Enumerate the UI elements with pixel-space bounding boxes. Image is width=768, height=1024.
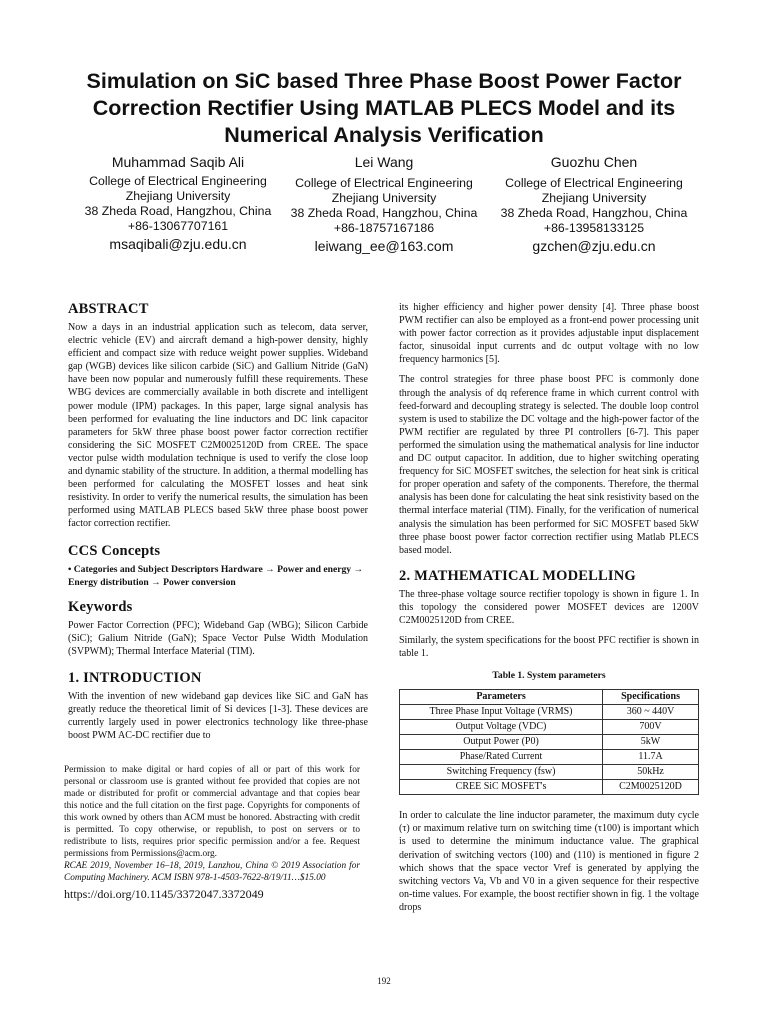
table-caption: Table 1. System parameters: [492, 670, 606, 682]
table-row: [400, 705, 699, 720]
table-row: [400, 750, 699, 765]
author-email[interactable]: gzchen@zju.edu.cn: [532, 238, 656, 254]
author-block-1: [68, 154, 288, 253]
conference-info: RCAE 2019, November 16–18, 2019, Lanzhou, China © 2019 Association for Computing Machinery. ACM ISBN 978-1-4503-7622-8/19/11…$15.00: [64, 861, 360, 883]
table-cell: C2M0025120D: [603, 780, 699, 795]
right-column: [399, 301, 699, 914]
author-univ: Zhejiang University: [331, 191, 437, 205]
page-number: 192: [377, 976, 391, 986]
table-row: [400, 735, 699, 750]
table-cell: Output Voltage (VDC): [400, 720, 603, 735]
author-address: 38 Zheda Road, Hangzhou, China: [500, 206, 688, 220]
table-row: [400, 720, 699, 735]
paragraph: its higher efficiency and higher power density [4]. Three phase boost PWM rectifier can also be employed as a front-end power processing unit with power factor correction as it provides adjustable input displacement factor, sinusoidal input currents and dc output voltage with no low frequency harmonics [5].: [399, 302, 699, 366]
table-cell: 11.7A: [603, 750, 699, 765]
author-block-2: [284, 154, 484, 255]
section-heading: 2. MATHEMATICAL MODELLING: [399, 567, 636, 584]
left-column: [68, 301, 368, 742]
permission-text: Permission to make digital or hard copies of all or part of this work for personal or classroom use is granted without fee provided that copies are not made or distributed for profit or commercial advantage and that copies bear this notice and the full citation on the first page. Copyrights for components of this work owned by others than ACM must be honored. Abstracting with credit is permitted. To copy otherwise, or republish, to post on servers or to redistribute to lists, requires prior specific permission and/or a fee. Request permissions from Permissions@acm.org.: [64, 765, 360, 859]
author-dept: College of Electrical Engineering: [89, 174, 267, 188]
author-name: Guozhu Chen: [550, 154, 638, 170]
author-email[interactable]: leiwang_ee@163.com: [314, 238, 454, 254]
author-dept: College of Electrical Engineering: [505, 176, 683, 190]
intro-text: With the invention of new wideband gap devices like SiC and GaN has greatly reduce the theoretical limit of Si devices [1-3]. These devices are currently largely used in power electronics technology like three-phase boost PWM AC-DC rectifier due to: [68, 690, 368, 742]
author-name: Lei Wang: [354, 154, 414, 170]
table-cell: 700V: [603, 720, 699, 735]
table-header-row: [400, 690, 699, 705]
author-univ: Zhejiang University: [541, 191, 647, 205]
paragraph: The three-phase voltage source rectifier topology is shown in figure 1. In this topology the considered power MOSFET devices are 1200V C2M0025120D from CREE.: [399, 588, 699, 626]
author-dept: College of Electrical Engineering: [295, 176, 473, 190]
table-cell: 5kW: [603, 735, 699, 750]
table-cell: 360 ~ 440V: [603, 705, 699, 720]
keywords-heading: Keywords: [68, 598, 133, 615]
table-header: Parameters: [400, 690, 603, 705]
paragraph: Similarly, the system specifications for the boost PFC rectifier is shown in table 1.: [399, 635, 699, 660]
table-row: [400, 765, 699, 780]
author-address: 38 Zheda Road, Hangzhou, China: [84, 204, 272, 218]
author-phone: +86-18757167186: [333, 221, 435, 235]
author-block-3: [494, 154, 694, 255]
table-cell: Switching Frequency (fsw): [400, 765, 603, 780]
paper-title: Simulation on SiC based Three Phase Boost Power Factor Correction Rectifier Using MATLAB PLECS Model and its Numerical Analysis Verification: [86, 69, 682, 147]
paragraph: The control strategies for three phase boost PFC is commonly done through the analysis of dq reference frame in which current control with feed-forward and decoupling strategy is selected. The double loop control system is used to stabilize the DC voltage and the high-power factor of the PWM rectifier are regulated by three PI controllers [6-7]. This paper performed the simulation using the mathematical analysis for line inductor and DC output capacitor. In addition, due to higher switching operating frequency for SiC MOSFET switches, the selection for heat sink is critical for proper operation and safety of the components. Therefore, the thermal analysis has been done for calculating the heat sink resistivity based on the thermal interface material (TIM). Finally, for the verification of numerical analysis the simulation has been performed for SiC MOSFET based 5kW three phase boost power factor correction rectifier using Matlab PLECS based model.: [399, 374, 699, 556]
doi-link[interactable]: https://doi.org/10.1145/3372047.3372049: [64, 887, 264, 901]
author-address: 38 Zheda Road, Hangzhou, China: [290, 206, 478, 220]
table-cell: Three Phase Input Voltage (VRMS): [400, 705, 603, 720]
ccs-heading: CCS Concepts: [68, 542, 161, 559]
table-row: [400, 780, 699, 795]
table-cell: Phase/Rated Current: [400, 750, 603, 765]
keywords-text: Power Factor Correction (PFC); Wideband Gap (WBG); Silicon Carbide (SiC); Galium Nitride (GaN); Space Vector Pulse Width Modulation (SVPWM); Thermal Interface Material (TIM).: [68, 619, 368, 657]
author-univ: Zhejiang University: [125, 189, 231, 203]
intro-heading: 1. INTRODUCTION: [68, 669, 202, 686]
table-cell: Output Power (P0): [400, 735, 603, 750]
abstract-text: Now a days in an industrial application such as telecom, data server, electric vehicle (EV) and aircraft demand a high-power density, highly efficient and compact size with reduce weight power supplies. Wideband gap (WGB) devices like silicon carbide (SiC) and Gallium Nitride (GaN) have been now popular and numerously fulfill these requirements. These WBG devices are commercially available in both discrete and intelligent power module (IPM) packages. In this paper, large signal analysis has been performed for evaluating the line inductors and DC link capacitor parameters for 5kW three phase boost power factor correction rectifier considering the SiC MOSFET C2M0025120D from CREE. The space vector pulse width modulation technique is used to verify the close loop and dynamic stability of the structure. In addition, a thermal modelling has been performed for calculating the MOSFET losses and heat sink resistivity. In order to verify the numerical results, the simulation has been performed using MATLAB PLECS based 5kW three phase boost power factor correction rectifier.: [68, 322, 368, 530]
permission-block: [64, 764, 360, 901]
author-phone: +86-13958133125: [543, 221, 645, 235]
table-header: Specifications: [603, 690, 699, 705]
author-phone: +86-13067707161: [127, 219, 229, 233]
author-email[interactable]: msaqibali@zju.edu.cn: [109, 236, 247, 252]
paragraph: In order to calculate the line inductor parameter, the maximum duty cycle (τ) or maximum relative turn on switching time (τ100) is important which is used to determine the minimum inductance value. The graphical derivation of switching vectors (100) and (110) is mentioned in figure 2 which shows that the space vector Vref is generated by applying the switching vectors Va, Vb and V0 in a given sequence for their respective on-time values. For example, the boost rectifier shown in fig. 1 the voltage drops: [399, 810, 699, 913]
abstract-heading: ABSTRACT: [68, 301, 149, 317]
author-name: Muhammad Saqib Ali: [111, 154, 245, 170]
system-parameters-table: [399, 689, 699, 795]
table-cell: 50kHz: [603, 765, 699, 780]
ccs-text: • Categories and Subject Descriptors Hardware → Power and energy → Energy distribution → Power conversion: [68, 563, 364, 588]
table-cell: CREE SiC MOSFET's: [400, 780, 603, 795]
